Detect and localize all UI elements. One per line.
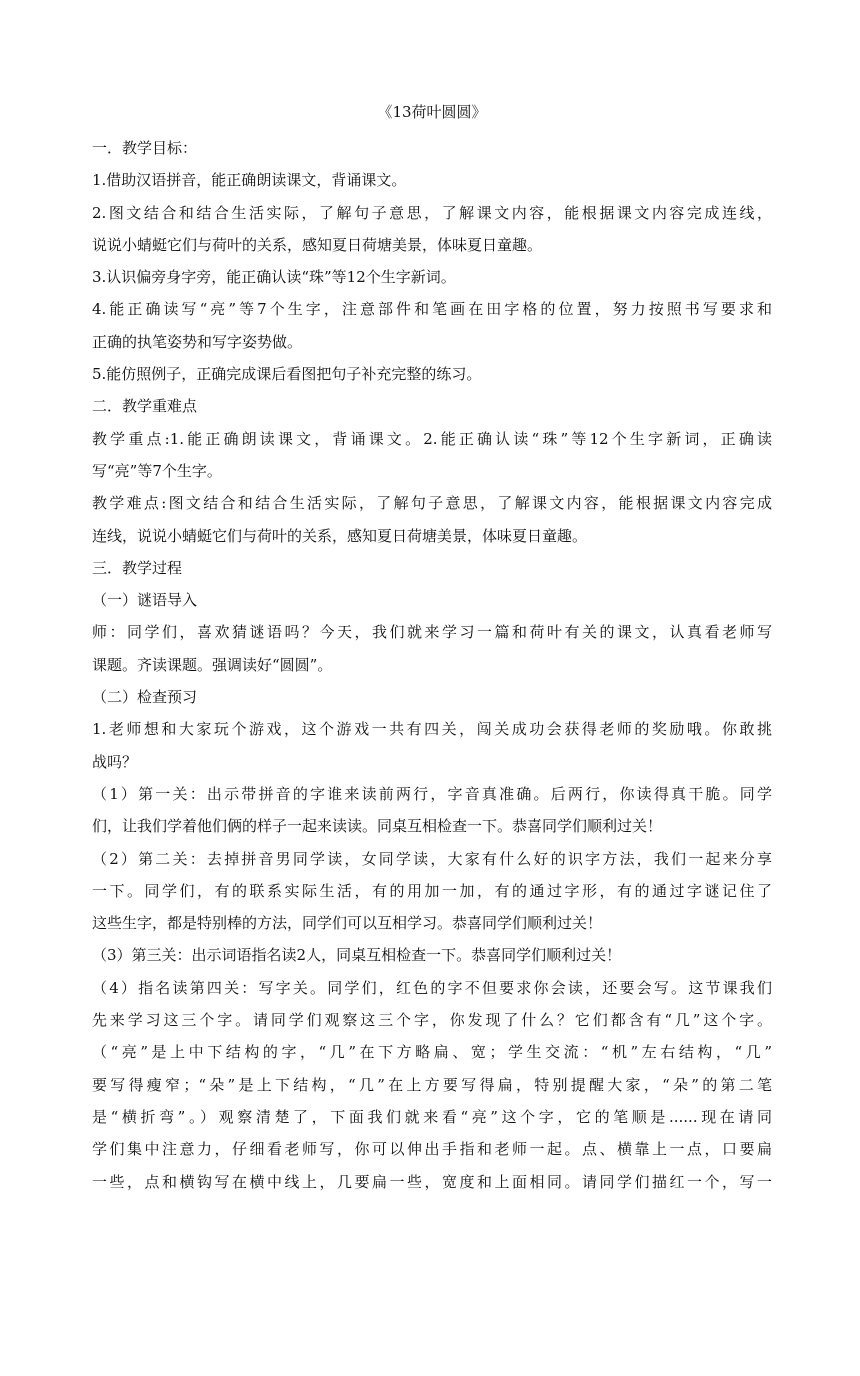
subheading-riddle-intro: （一）谜语导入 — [92, 591, 198, 610]
level-1-line-2: 们，让我们学着他们俩的样子一起来读读。同桌互相检查一下。恭喜同学们顺利过关！ — [92, 817, 663, 836]
objective-2-line-1: 2.图文结合和结合生活实际，了解句子意思，了解课文内容，能根据课文内容完成连线， — [92, 203, 772, 222]
level-4-line-7: 一些，点和横钩写在横中线上，几要扁一些，宽度和上面相同。请同学们描红一个，写一 — [92, 1172, 772, 1191]
objective-4-line-2: 正确的执笔姿势和写字姿势做。 — [92, 332, 303, 351]
level-4-line-4: 要写得瘦窄；“朵”是上下结构，“几”在上方要写得扁，特别提醒大家，“朵”的第二笔 — [92, 1075, 772, 1094]
section-heading-objectives: 一．教学目标： — [92, 139, 198, 157]
riddle-para-line-1: 师：同学们，喜欢猜谜语吗？今天，我们就来学习一篇和荷叶有关的课文，认真看老师写 — [92, 623, 772, 642]
key-point-line-1: 教学重点:1.能正确朗读课文，背诵课文。2.能正确认读“珠”等12个生字新词，正确读 — [92, 429, 772, 448]
game-para-line-1: 1.老师想和大家玩个游戏，这个游戏一共有四关，闯关成功会获得老师的奖励哦。你敢挑 — [92, 720, 772, 739]
objective-4-line-1: 4.能正确读写“亮”等7个生字，注意部件和笔画在田字格的位置，努力按照书写要求和 — [92, 300, 772, 319]
key-point-line-2: 写“亮”等7个生字。 — [92, 461, 222, 480]
level-4-line-5: 是“横折弯”。）观察清楚了，下面我们就来看“亮”这个字，它的笔顺是......现在请同 — [92, 1107, 772, 1126]
riddle-para-line-2: 课题。齐读课题。强调读好“圆圆”。 — [92, 655, 333, 674]
level-4-line-3: （“亮”是上中下结构的字，“几”在下方略扁、宽；学生交流：“机”左右结构，“几” — [92, 1043, 772, 1062]
section-heading-key-points: 二．教学重难点 — [92, 397, 198, 416]
document-page — [92, 96, 772, 1198]
objective-2-line-2: 说说小蜻蜓它们与荷叶的关系，感知夏日荷塘美景，体味夏日童趣。 — [92, 235, 543, 254]
document-title: 《13荷叶圆圆》 — [377, 103, 487, 121]
game-para-line-2: 战吗？ — [92, 752, 138, 771]
level-4-line-1: （4）指名读第四关：写字关。同学们，红色的字不但要求你会读，还要会写。这节课我们 — [92, 978, 772, 997]
difficulty-line-2: 连线，说说小蜻蜓它们与荷叶的关系，感知夏日荷塘美景，体味夏日童趣。 — [92, 526, 588, 545]
level-2-line-2: 一下。同学们，有的联系实际生活，有的用加一加，有的通过字形，有的通过字谜记住了 — [92, 881, 772, 900]
level-2-line-3: 这些生字，都是特别棒的方法，同学们可以互相学习。恭喜同学们顺利过关！ — [92, 914, 603, 933]
objective-1: 1.借助汉语拼音，能正确朗读课文，背诵课文。 — [92, 171, 407, 190]
level-3-line-1: （3）第三关：出示词语指名读2人，同桌互相检查一下。恭喜同学们顺利过关！ — [92, 946, 622, 965]
objective-5: 5.能仿照例子，正确完成课后看图把句子补充完整的练习。 — [92, 365, 482, 384]
level-2-line-1: （2）第二关：去掉拼音男同学读，女同学读，大家有什么好的识字方法，我们一起来分享 — [92, 849, 772, 868]
level-4-line-2: 先来学习这三个字。请同学们观察这三个字，你发现了什么？它们都含有“几”这个字。 — [92, 1011, 772, 1030]
objective-3: 3.认识偏旁身字旁，能正确认读“珠”等12个生字新词。 — [92, 268, 456, 287]
difficulty-line-1: 教学难点:图文结合和结合生活实际，了解句子意思，了解课文内容，能根据课文内容完成 — [92, 494, 772, 513]
level-1-line-1: （1）第一关：出示带拼音的字谁来读前两行，字音真准确。后两行，你读得真干脆。同学 — [92, 784, 772, 803]
subheading-preview-check: （二）检查预习 — [92, 688, 198, 707]
level-4-line-6: 学们集中注意力，仔细看老师写，你可以伸出手指和老师一起。点、横靠上一点，口要扁 — [92, 1140, 772, 1159]
section-heading-process: 三．教学过程 — [92, 558, 183, 577]
